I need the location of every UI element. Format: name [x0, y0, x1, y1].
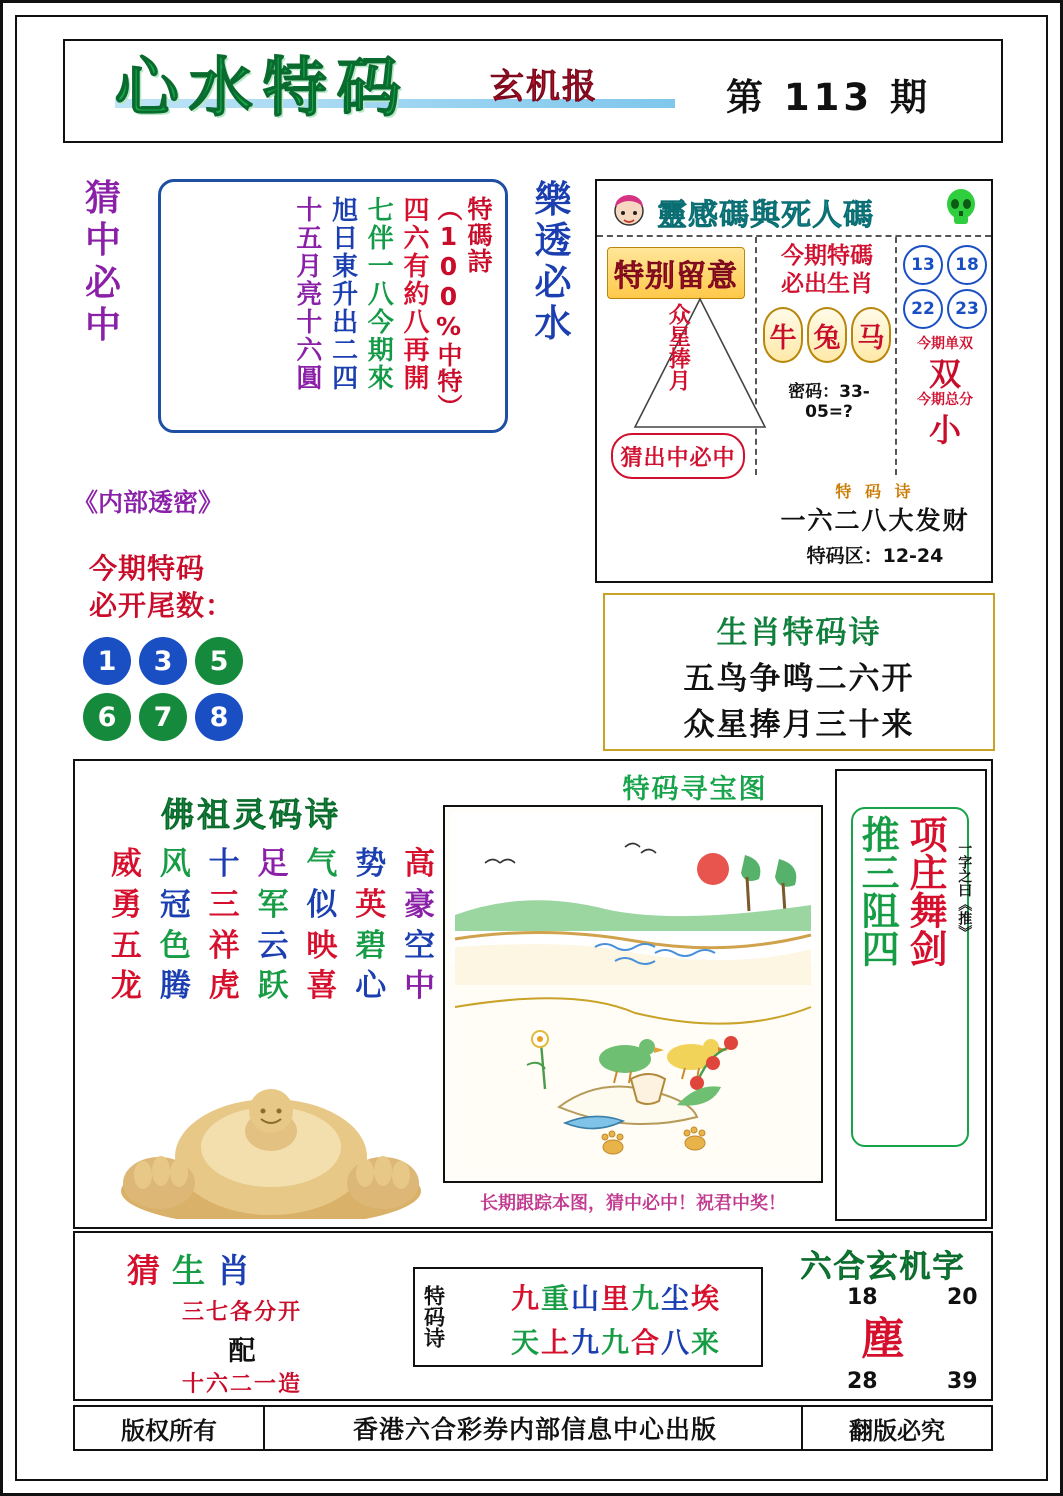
- idiom-red-text: 项庄舞剑: [903, 815, 948, 967]
- special-code-poem-box: [158, 179, 508, 433]
- odd-even-label: 今期单双: [917, 336, 973, 352]
- liuhe-number: 20: [947, 1285, 978, 1310]
- middle-block: [73, 759, 993, 1229]
- poem-char: 合: [631, 1326, 662, 1359]
- special-note-label: 特别留意: [607, 247, 745, 299]
- mini-ball-group: [903, 245, 987, 329]
- poem-line-4: 十五月亮十六圓: [291, 196, 322, 392]
- poem-char: 里: [600, 1282, 631, 1315]
- guess-oval-badge: [611, 433, 745, 479]
- zodiac-item: 牛: [763, 307, 803, 363]
- poem-char: 空: [404, 927, 436, 964]
- zodiac-section: [757, 237, 897, 475]
- mini-ball: 22: [903, 289, 943, 329]
- idiom-box: [835, 769, 987, 1221]
- issue-number: 第 113 期: [726, 76, 931, 119]
- ball: 7: [139, 693, 187, 741]
- tail-number-title: [89, 551, 234, 625]
- poem-char: 尘: [661, 1282, 692, 1315]
- poem-char: 气: [306, 846, 338, 882]
- bottom-poem-box: [413, 1267, 763, 1367]
- poem-char: 山: [570, 1282, 601, 1315]
- treasure-map-caption: 长期跟踪本图，猜中必中！祝君中奖！: [480, 1193, 786, 1214]
- poem-char: 八: [661, 1326, 692, 1359]
- poem-char: 冠: [159, 886, 191, 923]
- bottom-poem-line1: [473, 1277, 759, 1317]
- ball: 8: [195, 693, 243, 741]
- liuhe-number: 18: [847, 1285, 878, 1310]
- poem-char: 勇: [110, 886, 142, 923]
- skull-icon: [943, 187, 979, 227]
- ball: 5: [195, 637, 243, 685]
- poem-char: 九: [510, 1282, 541, 1315]
- poem-char: 三: [208, 886, 240, 923]
- tm-poem-label: 特 码 诗: [835, 482, 915, 501]
- guess-zodiac-title: [127, 1245, 262, 1292]
- poem-char: 豪: [404, 886, 436, 923]
- zodiac-poem-line2: 众星捧月三十来: [683, 707, 915, 743]
- tail-title-line2: 必开尾数：: [89, 588, 235, 622]
- triangle-text: 众星捧月: [665, 303, 691, 391]
- poem-char: 足: [257, 846, 289, 882]
- zodiac-poem-title: 生肖特码诗: [716, 615, 882, 651]
- bottom-poem-label: 特码诗: [421, 1285, 446, 1348]
- zodiac-item: 马: [851, 307, 891, 363]
- footer-publisher: 香港六合彩券内部信息中心出版: [352, 1415, 717, 1444]
- poem-char: 虎: [208, 968, 240, 1005]
- zodiac-item: 兔: [807, 307, 847, 363]
- poem-columns: [161, 182, 505, 430]
- buddha-statue-image: [103, 1071, 439, 1219]
- header: [63, 39, 1003, 143]
- poem-char: 军: [257, 886, 289, 923]
- liuhe-number: 39: [947, 1369, 978, 1394]
- footer-warning: 翻版必究: [801, 1407, 991, 1449]
- poem-char: 云: [257, 927, 289, 964]
- poem-char: 九: [600, 1326, 631, 1359]
- poem-char: 映: [306, 927, 338, 964]
- zodiac-poem-line1: 五鸟争鸣二六开: [683, 661, 915, 697]
- poem-char: 来: [691, 1326, 722, 1359]
- guess-zodiac-char: 猜: [127, 1251, 172, 1290]
- bottom-line-2: 三七各分开: [181, 1300, 302, 1325]
- total-value: 小: [928, 411, 961, 449]
- idiom-note-text: 一字之曰《推》: [956, 841, 973, 939]
- poem-char: 似: [306, 886, 338, 923]
- spirit-code-header: [597, 181, 991, 237]
- poem-char: 英: [355, 886, 387, 923]
- poem-char: 天: [510, 1326, 541, 1359]
- secret-code-text: 密码：33-05=?: [788, 382, 870, 422]
- tail-number-balls: [83, 637, 303, 749]
- mini-ball: 13: [903, 245, 943, 285]
- poem-char: 势: [355, 846, 387, 882]
- special-note-section: [597, 237, 757, 475]
- mini-ball: 23: [947, 289, 987, 329]
- poem-line-1: 四六有約八再開: [399, 196, 429, 392]
- footer-copyright: 版权所有: [75, 1407, 265, 1449]
- poem-char: 心: [355, 968, 387, 1005]
- buddha-poem-grid: [103, 845, 443, 1006]
- treasure-map-title: 特码寻宝图: [622, 774, 768, 805]
- bottom-block: [73, 1231, 993, 1401]
- poem-char: 五: [110, 927, 142, 964]
- poem-line-3: 旭日東升出二四: [327, 196, 358, 392]
- poem-char: 上: [540, 1326, 571, 1359]
- logo-title: 心水特码: [115, 52, 411, 126]
- poem-char: 祥: [208, 927, 240, 964]
- poem-char: 埃: [691, 1282, 722, 1315]
- bottom-line-4: 十六二一造: [181, 1372, 302, 1397]
- numbers-section: [897, 237, 993, 475]
- footer: [73, 1405, 993, 1451]
- odd-even-value: 双: [928, 355, 961, 393]
- poem-title: 特碼詩（100%中特）: [434, 196, 493, 420]
- poem-char: 龙: [110, 968, 142, 1005]
- zodiac-poem-box: [603, 593, 995, 751]
- poem-char: 腾: [159, 968, 191, 1005]
- ball-row-2: [83, 693, 303, 741]
- treasure-map-image: [443, 805, 823, 1183]
- bottom-poem-line2: [473, 1321, 759, 1361]
- tm-zone-text: 特码区：12-24: [806, 545, 944, 567]
- inner-secret-title: 《内部透密》: [73, 488, 224, 517]
- poem-char: 九: [570, 1326, 601, 1359]
- lottery-vertical-label: 樂透必水: [534, 178, 572, 346]
- poem-char: 重: [540, 1282, 571, 1315]
- bottom-line-3: 配: [228, 1336, 256, 1367]
- tm-poem-text: 一六二八大发财: [780, 506, 970, 535]
- poem-char: 碧: [355, 927, 387, 964]
- liuhe-title: 六合玄机字: [800, 1249, 966, 1285]
- spirit-code-title: 靈感碼與死人碼: [657, 198, 874, 233]
- poem-char: 十: [208, 846, 240, 882]
- tm-poem-section: [757, 475, 993, 581]
- liuhe-number: 28: [847, 1369, 878, 1394]
- triangle-shape: [625, 293, 775, 433]
- guess-zodiac-char: 生: [172, 1251, 217, 1290]
- guess-zodiac-char: 肖: [217, 1251, 262, 1290]
- idiom-green-text: 推三阻四: [855, 815, 900, 967]
- guess-oval-text: 猜出中必中: [620, 445, 736, 471]
- poem-char: 高: [404, 846, 436, 882]
- poem-char: 风: [159, 846, 191, 882]
- ball: 1: [83, 637, 131, 685]
- spirit-code-panel: [595, 179, 993, 583]
- face-icon: [607, 187, 651, 231]
- poem-char: 九: [631, 1282, 662, 1315]
- ball-row-1: [83, 637, 303, 685]
- zodiac-title-line1: 今期特碼: [781, 243, 873, 269]
- zodiac-section-title: [763, 243, 891, 298]
- liuhe-big-char: 塵: [861, 1314, 905, 1365]
- mini-ball: 18: [947, 245, 987, 285]
- guess-vertical-label: 猜中必中: [84, 178, 121, 347]
- poem-char: 跃: [257, 968, 289, 1005]
- poem-char: 喜: [306, 968, 338, 1005]
- ball: 6: [83, 693, 131, 741]
- zodiac-title-line2: 必出生肖: [781, 270, 873, 297]
- buddha-poem-title: 佛祖灵码诗: [161, 795, 341, 834]
- ball: 3: [139, 637, 187, 685]
- poem-char: 色: [159, 927, 191, 964]
- zodiac-row: [763, 307, 891, 363]
- tail-title-line1: 今期特码: [89, 552, 206, 585]
- total-label: 今期总分: [917, 392, 973, 408]
- logo: [95, 37, 695, 133]
- poem-char: 威: [110, 846, 142, 882]
- poem-line-2: 七伴一八今期來: [363, 196, 394, 392]
- poem-char: 中: [404, 968, 436, 1005]
- logo-subtitle: 玄机报: [490, 67, 598, 107]
